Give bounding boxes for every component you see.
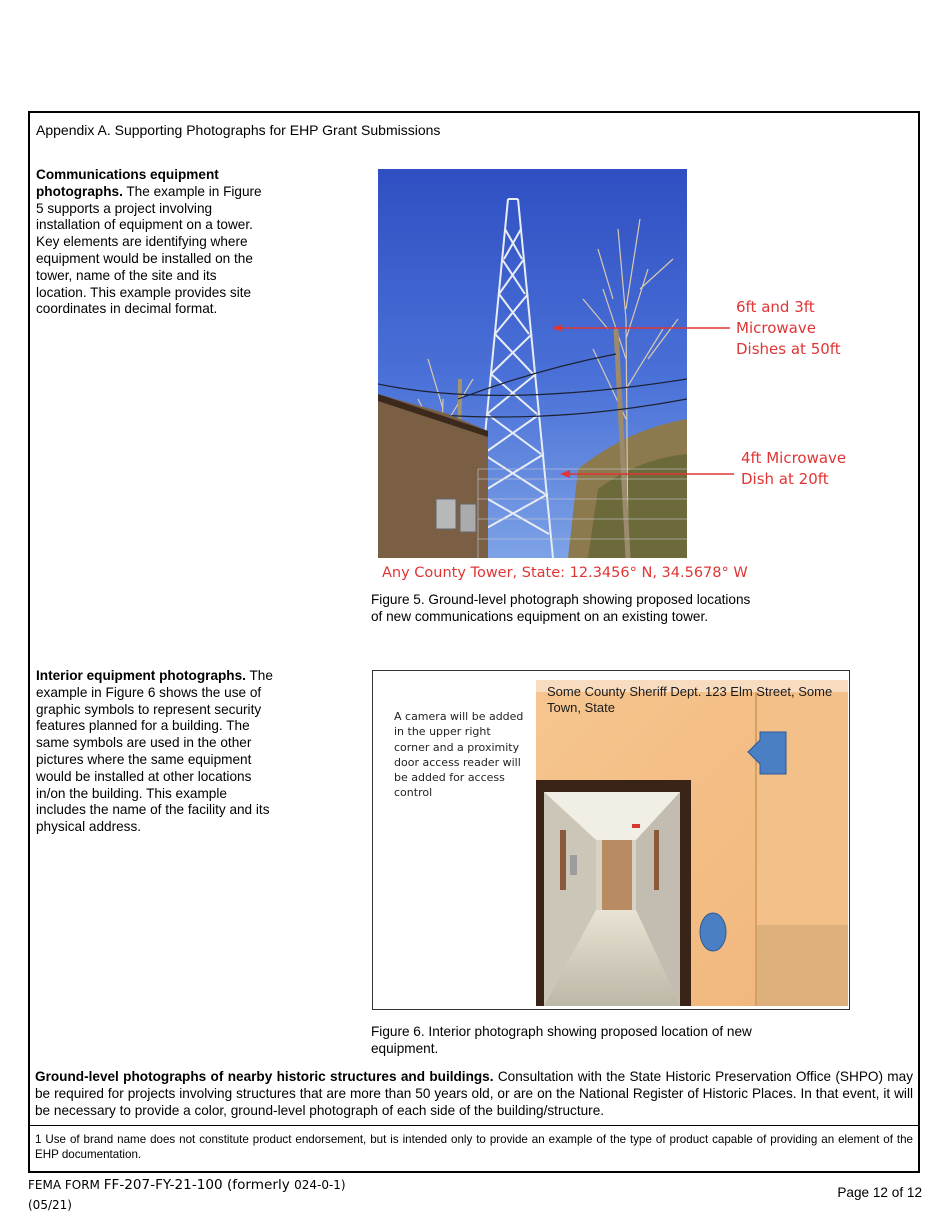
page-number: Page 12 of 12 — [837, 1185, 922, 1200]
historic-heading: Ground-level photographs of nearby historic structures and buildings. — [35, 1069, 494, 1084]
communications-paragraph — [36, 167, 268, 318]
figure6-note: A camera will be added in the upper right corner and a proximity door access reader will be added for access control — [394, 710, 524, 800]
form-number: FF-207-FY-21-100 (formerly — [103, 1177, 295, 1193]
form-identifier — [28, 1175, 346, 1215]
historic-body: Consultation with the State Historic Preservation Office (SHPO) may be required for projects involving structures that are more than 50 years old, or are on the National Register of Historic Places. In that event, it will be necessary to provide a color, ground-level photograph of each side of the building/structure. — [35, 1069, 913, 1118]
communications-heading: Communications equipment photographs. — [36, 167, 219, 199]
form-prefix: FEMA FORM — [28, 1178, 104, 1192]
tower-site-label: Any County Tower, State: 12.3456° N, 34.5678° W — [382, 565, 748, 581]
interior-body: The example in Figure 6 shows the use of graphic symbols to represent security features planned for a building. The same symbols are used in the other pictures where the same equipment would be installed at other locations in/on the building. This example includes the name of the facility and its physical address. — [36, 668, 273, 835]
interior-photo — [536, 680, 848, 1006]
figure5-caption: Figure 5. Ground-level photograph showing proposed locations of new communications equipment on an existing tower. — [371, 592, 751, 624]
form-date: (05/21) — [28, 1198, 72, 1212]
annotation-upper: 6ft and 3ft Microwave Dishes at 50ft — [736, 298, 841, 358]
historic-paragraph — [35, 1069, 913, 1119]
figure6-caption: Figure 6. Interior photograph showing proposed location of new equipment. — [371, 1024, 752, 1056]
annotation-arrows — [540, 320, 740, 490]
form-old-number: 024-0-1) — [294, 1178, 346, 1192]
communications-body: The example in Figure 5 supports a project involving installation of equipment on a tower. Key elements are identifying where equipment would be installed on the tower, name of the site and its location. This example provides site coordinates in decimal format. — [36, 183, 262, 317]
annotation-lower: 4ft Microwave Dish at 20ft — [741, 449, 847, 488]
interior-photo-label: Some County Sheriff Dept. 123 Elm Street, Some Town, State — [547, 684, 833, 715]
interior-heading: Interior equipment photographs. — [36, 668, 246, 683]
page-title: Appendix A. Supporting Photographs for EHP Grant Submissions — [36, 122, 441, 138]
interior-paragraph — [36, 668, 274, 836]
footnote-divider — [28, 1125, 920, 1126]
footnote: 1 Use of brand name does not constitute product endorsement, but is intended only to provide an example of the type of product capable of providing an element of the EHP documentation. — [35, 1133, 913, 1161]
